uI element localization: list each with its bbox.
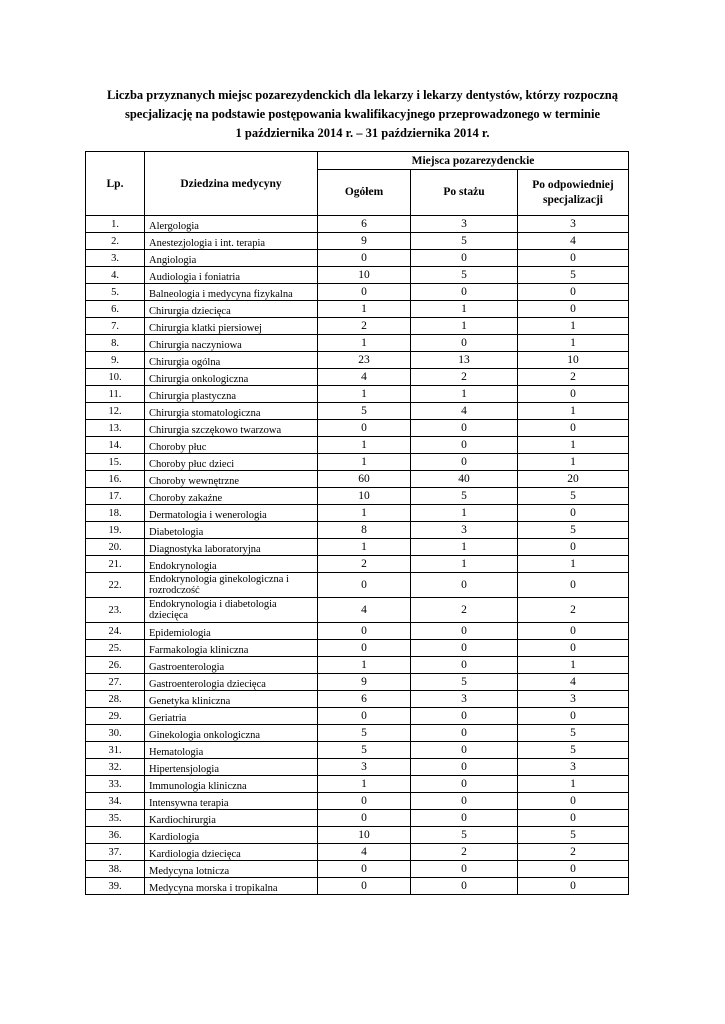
table-row	[86, 386, 629, 403]
row-number: 31.	[86, 742, 145, 759]
row-total: 23	[318, 352, 411, 369]
row-number: 22.	[86, 573, 145, 598]
table-row	[86, 759, 629, 776]
table-row	[86, 742, 629, 759]
row-after-internship: 0	[411, 759, 518, 776]
row-field-name: Dermatologia i wenerologia	[145, 505, 318, 522]
row-number: 9.	[86, 352, 145, 369]
row-number: 8.	[86, 335, 145, 352]
row-field-name: Alergologia	[145, 216, 318, 233]
row-field-name: Anestezjologia i int. terapia	[145, 233, 318, 250]
row-total: 6	[318, 216, 411, 233]
header-lp: Lp.	[86, 152, 145, 216]
row-total: 0	[318, 640, 411, 657]
table-row	[86, 573, 629, 598]
document-title	[60, 86, 665, 143]
row-number: 29.	[86, 708, 145, 725]
row-number: 33.	[86, 776, 145, 793]
row-total: 0	[318, 878, 411, 895]
table-row	[86, 522, 629, 539]
table-row	[86, 437, 629, 454]
row-field-name: Genetyka kliniczna	[145, 691, 318, 708]
row-number: 35.	[86, 810, 145, 827]
row-number: 12.	[86, 403, 145, 420]
row-field-name: Hematologia	[145, 742, 318, 759]
row-after-internship: 3	[411, 522, 518, 539]
row-total: 8	[318, 522, 411, 539]
row-after-specialization: 2	[518, 598, 629, 623]
table-row	[86, 284, 629, 301]
row-total: 1	[318, 776, 411, 793]
row-after-internship: 0	[411, 861, 518, 878]
row-total: 1	[318, 301, 411, 318]
row-total: 0	[318, 420, 411, 437]
row-total: 3	[318, 759, 411, 776]
row-total: 1	[318, 505, 411, 522]
row-number: 13.	[86, 420, 145, 437]
row-after-internship: 0	[411, 335, 518, 352]
row-field-name: Diabetologia	[145, 522, 318, 539]
header-group: Miejsca pozarezydenckie	[318, 152, 629, 170]
table-row	[86, 708, 629, 725]
row-after-specialization: 0	[518, 301, 629, 318]
row-after-specialization: 0	[518, 505, 629, 522]
header-after-specialization: Po odpowiedniej specjalizacji	[518, 170, 629, 216]
row-number: 7.	[86, 318, 145, 335]
row-after-internship: 5	[411, 488, 518, 505]
row-number: 32.	[86, 759, 145, 776]
table-row	[86, 810, 629, 827]
row-total: 0	[318, 810, 411, 827]
row-number: 37.	[86, 844, 145, 861]
row-number: 19.	[86, 522, 145, 539]
row-after-internship: 0	[411, 437, 518, 454]
row-after-internship: 1	[411, 505, 518, 522]
table-row	[86, 691, 629, 708]
row-after-specialization: 0	[518, 623, 629, 640]
row-after-specialization: 0	[518, 878, 629, 895]
row-total: 6	[318, 691, 411, 708]
row-number: 18.	[86, 505, 145, 522]
placements-table	[85, 151, 629, 895]
table-row	[86, 216, 629, 233]
row-after-specialization: 1	[518, 657, 629, 674]
row-after-internship: 5	[411, 827, 518, 844]
row-after-specialization: 10	[518, 352, 629, 369]
table-row	[86, 623, 629, 640]
row-field-name: Chirurgia szczękowo twarzowa	[145, 420, 318, 437]
table-row	[86, 488, 629, 505]
table-row	[86, 233, 629, 250]
row-after-internship: 2	[411, 598, 518, 623]
row-after-specialization: 0	[518, 573, 629, 598]
row-field-name: Endokrynologia ginekologiczna i rozrodczość	[145, 573, 318, 598]
row-number: 1.	[86, 216, 145, 233]
row-after-specialization: 1	[518, 335, 629, 352]
table-row	[86, 318, 629, 335]
row-field-name: Ginekologia onkologiczna	[145, 725, 318, 742]
table-row	[86, 403, 629, 420]
row-after-specialization: 1	[518, 437, 629, 454]
row-after-internship: 0	[411, 742, 518, 759]
row-after-internship: 0	[411, 776, 518, 793]
row-after-specialization: 0	[518, 250, 629, 267]
row-after-internship: 1	[411, 318, 518, 335]
row-after-internship: 1	[411, 386, 518, 403]
row-after-internship: 3	[411, 691, 518, 708]
row-field-name: Gastroenterologia	[145, 657, 318, 674]
row-number: 30.	[86, 725, 145, 742]
row-after-specialization: 3	[518, 216, 629, 233]
row-after-internship: 5	[411, 233, 518, 250]
row-field-name: Angiologia	[145, 250, 318, 267]
row-field-name: Audiologia i foniatria	[145, 267, 318, 284]
row-field-name: Chirurgia plastyczna	[145, 386, 318, 403]
row-total: 4	[318, 369, 411, 386]
row-after-specialization: 2	[518, 369, 629, 386]
row-total: 10	[318, 488, 411, 505]
row-number: 36.	[86, 827, 145, 844]
row-field-name: Choroby zakaźne	[145, 488, 318, 505]
row-field-name: Epidemiologia	[145, 623, 318, 640]
row-after-specialization: 5	[518, 827, 629, 844]
row-total: 4	[318, 598, 411, 623]
table-row	[86, 598, 629, 623]
row-field-name: Intensywna terapia	[145, 793, 318, 810]
table-row	[86, 335, 629, 352]
row-field-name: Medycyna lotnicza	[145, 861, 318, 878]
row-field-name: Chirurgia onkologiczna	[145, 369, 318, 386]
row-after-internship: 4	[411, 403, 518, 420]
row-after-internship: 0	[411, 623, 518, 640]
row-total: 5	[318, 403, 411, 420]
row-total: 2	[318, 318, 411, 335]
row-after-specialization: 4	[518, 674, 629, 691]
row-total: 5	[318, 742, 411, 759]
row-field-name: Chirurgia stomatologiczna	[145, 403, 318, 420]
row-field-name: Endokrynologia	[145, 556, 318, 573]
table-row	[86, 878, 629, 895]
row-total: 0	[318, 623, 411, 640]
table-row	[86, 776, 629, 793]
row-total: 5	[318, 725, 411, 742]
row-total: 4	[318, 844, 411, 861]
row-after-internship: 1	[411, 301, 518, 318]
row-number: 27.	[86, 674, 145, 691]
table-row	[86, 505, 629, 522]
table-row	[86, 725, 629, 742]
row-number: 34.	[86, 793, 145, 810]
row-field-name: Kardiologia	[145, 827, 318, 844]
row-after-specialization: 5	[518, 267, 629, 284]
table-row	[86, 827, 629, 844]
row-after-internship: 0	[411, 793, 518, 810]
table-row	[86, 267, 629, 284]
title-line-1: Liczba przyznanych miejsc pozarezydenckich dla lekarzy i lekarzy dentystów, którzy rozpoczną	[107, 88, 618, 102]
row-after-specialization: 0	[518, 640, 629, 657]
row-after-specialization: 1	[518, 556, 629, 573]
row-field-name: Geriatria	[145, 708, 318, 725]
row-total: 9	[318, 674, 411, 691]
row-number: 15.	[86, 454, 145, 471]
table-row	[86, 539, 629, 556]
row-number: 25.	[86, 640, 145, 657]
row-after-internship: 0	[411, 810, 518, 827]
row-after-specialization: 0	[518, 861, 629, 878]
table-row	[86, 420, 629, 437]
row-number: 39.	[86, 878, 145, 895]
row-field-name: Choroby płuc	[145, 437, 318, 454]
table-row	[86, 471, 629, 488]
row-after-specialization: 5	[518, 742, 629, 759]
row-after-specialization: 5	[518, 725, 629, 742]
row-after-specialization: 4	[518, 233, 629, 250]
row-number: 14.	[86, 437, 145, 454]
row-field-name: Choroby płuc dzieci	[145, 454, 318, 471]
row-number: 24.	[86, 623, 145, 640]
row-number: 4.	[86, 267, 145, 284]
row-number: 2.	[86, 233, 145, 250]
header-field: Dziedzina medycyny	[145, 152, 318, 216]
row-number: 28.	[86, 691, 145, 708]
row-field-name: Immunologia kliniczna	[145, 776, 318, 793]
row-after-specialization: 0	[518, 810, 629, 827]
row-after-internship: 0	[411, 657, 518, 674]
table-row	[86, 793, 629, 810]
row-field-name: Chirurgia dziecięca	[145, 301, 318, 318]
row-total: 0	[318, 793, 411, 810]
row-number: 38.	[86, 861, 145, 878]
row-total: 2	[318, 556, 411, 573]
row-after-internship: 0	[411, 878, 518, 895]
row-after-internship: 1	[411, 539, 518, 556]
table-row	[86, 556, 629, 573]
row-total: 0	[318, 708, 411, 725]
table-row	[86, 657, 629, 674]
row-after-specialization: 0	[518, 386, 629, 403]
row-total: 1	[318, 437, 411, 454]
row-after-specialization: 5	[518, 488, 629, 505]
row-after-internship: 40	[411, 471, 518, 488]
row-field-name: Chirurgia ogólna	[145, 352, 318, 369]
row-field-name: Endokrynologia i diabetologia dziecięca	[145, 598, 318, 623]
row-after-internship: 0	[411, 284, 518, 301]
title-line-3: 1 października 2014 r. – 31 października 2014 r.	[235, 126, 490, 140]
row-total: 10	[318, 827, 411, 844]
row-after-internship: 1	[411, 556, 518, 573]
row-after-specialization: 5	[518, 522, 629, 539]
table-row	[86, 301, 629, 318]
row-number: 26.	[86, 657, 145, 674]
row-total: 9	[318, 233, 411, 250]
table-row	[86, 674, 629, 691]
row-after-internship: 0	[411, 250, 518, 267]
row-field-name: Kardiologia dziecięca	[145, 844, 318, 861]
table-row	[86, 369, 629, 386]
row-total: 1	[318, 454, 411, 471]
header-total: Ogółem	[318, 170, 411, 216]
table-body	[86, 216, 629, 895]
row-total: 1	[318, 335, 411, 352]
row-number: 20.	[86, 539, 145, 556]
row-field-name: Balneologia i medycyna fizykalna	[145, 284, 318, 301]
row-after-internship: 5	[411, 674, 518, 691]
row-after-specialization: 1	[518, 318, 629, 335]
row-after-specialization: 0	[518, 420, 629, 437]
row-after-internship: 0	[411, 420, 518, 437]
row-number: 3.	[86, 250, 145, 267]
row-total: 0	[318, 284, 411, 301]
row-number: 16.	[86, 471, 145, 488]
table-row	[86, 844, 629, 861]
row-after-specialization: 1	[518, 454, 629, 471]
row-after-internship: 0	[411, 573, 518, 598]
row-number: 17.	[86, 488, 145, 505]
row-number: 23.	[86, 598, 145, 623]
row-after-specialization: 1	[518, 403, 629, 420]
row-number: 5.	[86, 284, 145, 301]
row-after-internship: 0	[411, 454, 518, 471]
row-total: 1	[318, 386, 411, 403]
row-after-internship: 2	[411, 844, 518, 861]
row-after-specialization: 1	[518, 776, 629, 793]
row-total: 1	[318, 539, 411, 556]
row-total: 0	[318, 861, 411, 878]
row-after-specialization: 3	[518, 691, 629, 708]
row-total: 60	[318, 471, 411, 488]
row-after-specialization: 20	[518, 471, 629, 488]
row-after-internship: 13	[411, 352, 518, 369]
row-number: 21.	[86, 556, 145, 573]
row-number: 10.	[86, 369, 145, 386]
table-row	[86, 250, 629, 267]
row-after-specialization: 0	[518, 539, 629, 556]
table-row	[86, 352, 629, 369]
row-field-name: Gastroenterologia dziecięca	[145, 674, 318, 691]
title-line-2: specjalizację na podstawie postępowania kwalifikacyjnego przeprowadzonego w terminie	[124, 107, 601, 121]
row-after-internship: 0	[411, 708, 518, 725]
row-after-specialization: 0	[518, 708, 629, 725]
row-number: 11.	[86, 386, 145, 403]
row-total: 0	[318, 573, 411, 598]
row-total: 0	[318, 250, 411, 267]
row-field-name: Diagnostyka laboratoryjna	[145, 539, 318, 556]
row-after-internship: 0	[411, 640, 518, 657]
row-after-specialization: 0	[518, 284, 629, 301]
row-number: 6.	[86, 301, 145, 318]
row-total: 10	[318, 267, 411, 284]
row-after-internship: 5	[411, 267, 518, 284]
table-row	[86, 861, 629, 878]
row-field-name: Chirurgia naczyniowa	[145, 335, 318, 352]
row-field-name: Farmakologia kliniczna	[145, 640, 318, 657]
row-after-internship: 2	[411, 369, 518, 386]
row-field-name: Chirurgia klatki piersiowej	[145, 318, 318, 335]
row-field-name: Hipertensjologia	[145, 759, 318, 776]
header-after-internship: Po stażu	[411, 170, 518, 216]
row-field-name: Choroby wewnętrzne	[145, 471, 318, 488]
row-after-specialization: 2	[518, 844, 629, 861]
row-after-internship: 3	[411, 216, 518, 233]
row-field-name: Kardiochirurgia	[145, 810, 318, 827]
row-after-specialization: 0	[518, 793, 629, 810]
row-field-name: Medycyna morska i tropikalna	[145, 878, 318, 895]
row-after-specialization: 3	[518, 759, 629, 776]
table-row	[86, 454, 629, 471]
row-total: 1	[318, 657, 411, 674]
table-row	[86, 640, 629, 657]
row-after-internship: 0	[411, 725, 518, 742]
